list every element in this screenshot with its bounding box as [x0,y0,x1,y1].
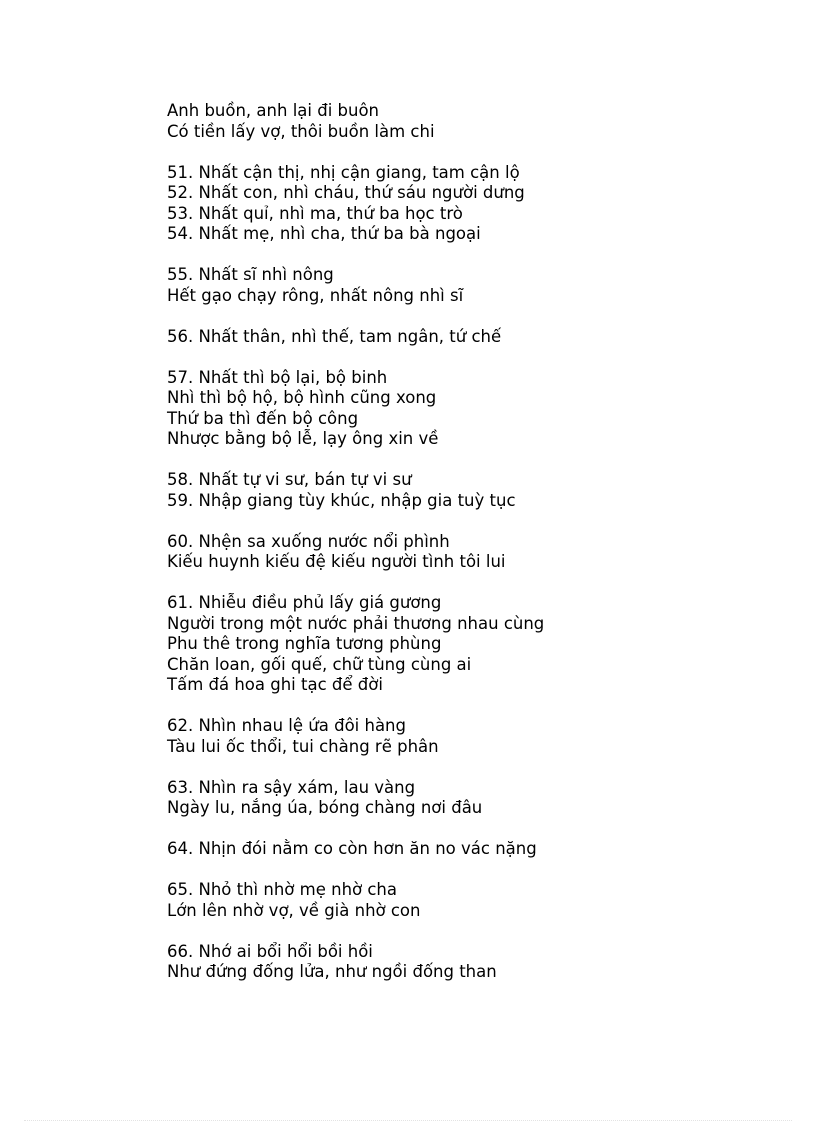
verse-line: Nhược bằng bộ lễ, lạy ông xin về [167,429,439,448]
verse-line: Nhì thì bộ hộ, bộ hình cũng xong [167,388,437,407]
verse-line: Người trong một nước phải thương nhau cùng [167,613,545,633]
verse-line: Tàu lui ốc thổi, tui chàng rẽ phân [167,736,439,756]
verse-line: 56. Nhất thân, nhì thế, tam ngân, tứ chế [167,326,502,346]
stanza [167,532,767,573]
verse-line: 58. Nhất tự vi sư, bán tự vi sư [167,470,412,489]
verse-line: 53. Nhất quỉ, nhì ma, thứ ba học trò [167,203,463,223]
verse-line: 66. Nhớ ai bổi hổi bồi hồi [167,941,373,961]
page-bottom-divider [24,1120,792,1121]
verse-line: 63. Nhìn ra sậy xám, lau vàng [167,777,416,797]
stanza [167,778,767,819]
verse-line: 62. Nhìn nhau lệ ứa đôi hàng [167,716,406,735]
stanza [167,368,767,450]
verse-line: Lớn lên nhờ vợ, về già nhờ con [167,900,421,920]
stanza [167,101,767,142]
verse-line: 61. Nhiễu điều phủ lấy giá gương [167,593,442,612]
verse-line: 51. Nhất cận thị, nhị cận giang, tam cận lộ [167,162,520,182]
verse-line: 54. Nhất mẹ, nhì cha, thứ ba bà ngoại [167,224,481,243]
stanza [167,942,767,983]
stanza [167,839,767,860]
verse-line: Chăn loan, gối quế, chữ tùng cùng ai [167,654,472,674]
stanza [167,470,767,511]
stanza [167,163,767,245]
verse-line: Có tiền lấy vợ, thôi buồn làm chi [167,121,435,141]
verse-line: Ngày lu, nắng úa, bóng chàng nơi đâu [167,798,483,817]
verse-line: Thứ ba thì đến bộ công [167,408,359,428]
stanza [167,327,767,348]
verse-line: 59. Nhập giang tùy khúc, nhập gia tuỳ tục [167,490,516,510]
verse-line: Phu thê trong nghĩa tương phùng [167,634,442,653]
verse-line: 64. Nhịn đói nằm co còn hơn ăn no vác nặng [167,839,537,858]
verse-line: Tấm đá hoa ghi tạc để đời [167,675,383,694]
verse-line: 60. Nhện sa xuống nước nổi phình [167,531,450,551]
stanza [167,880,767,921]
verse-line: Hết gạo chạy rông, nhất nông nhì sĩ [167,285,464,305]
verse-line: Như đứng đống lửa, như ngồi đống than [167,962,497,981]
document-page [167,101,767,1003]
verse-line: 52. Nhất con, nhì cháu, thứ sáu người dưng [167,183,525,202]
stanza [167,593,767,696]
verse-line: 65. Nhỏ thì nhờ mẹ nhờ cha [167,880,398,899]
stanza [167,265,767,306]
verse-line: Kiếu huynh kiếu đệ kiếu người tình tôi lui [167,552,506,571]
verse-line: 55. Nhất sĩ nhì nông [167,265,334,284]
verse-line: Anh buồn, anh lại đi buôn [167,101,380,120]
stanza [167,716,767,757]
verse-line: 57. Nhất thì bộ lại, bộ binh [167,367,388,387]
